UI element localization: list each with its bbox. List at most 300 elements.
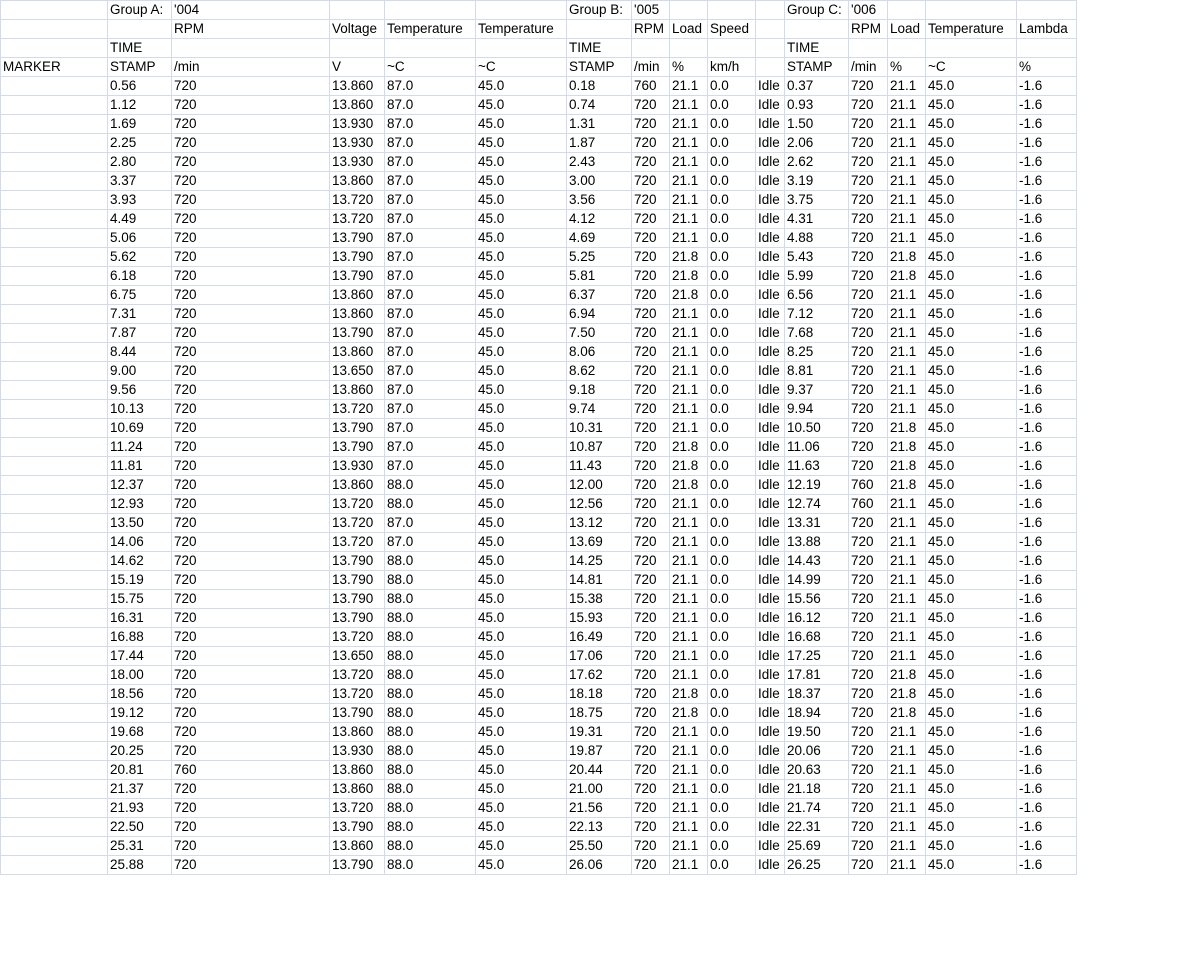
cell[interactable]: 720 [849, 571, 888, 590]
cell[interactable]: 45.0 [926, 248, 1017, 267]
cell[interactable]: 21.1 [670, 552, 708, 571]
cell[interactable]: 88.0 [385, 856, 476, 875]
cell[interactable]: 18.94 [785, 704, 849, 723]
cell[interactable]: 720 [632, 514, 670, 533]
cell[interactable]: 88.0 [385, 742, 476, 761]
cell[interactable]: 45.0 [476, 514, 567, 533]
cell[interactable]: 13.790 [330, 438, 385, 457]
cell[interactable] [1, 134, 108, 153]
cell[interactable]: 45.0 [476, 457, 567, 476]
cell[interactable]: 87.0 [385, 286, 476, 305]
cell[interactable]: 87.0 [385, 115, 476, 134]
cell[interactable]: 45.0 [926, 400, 1017, 419]
cell[interactable]: 720 [849, 647, 888, 666]
cell[interactable]: 13.860 [330, 305, 385, 324]
cell[interactable]: 21.1 [888, 172, 926, 191]
cell[interactable]: -1.6 [1017, 799, 1077, 818]
cell[interactable]: 13.860 [330, 343, 385, 362]
cell[interactable]: 0.0 [708, 647, 756, 666]
cell[interactable]: 0.0 [708, 419, 756, 438]
cell[interactable]: -1.6 [1017, 742, 1077, 761]
cell[interactable]: 13.860 [330, 780, 385, 799]
cell[interactable]: -1.6 [1017, 457, 1077, 476]
cell[interactable]: 21.1 [888, 191, 926, 210]
cell[interactable]: 45.0 [476, 438, 567, 457]
cell[interactable]: 13.790 [330, 856, 385, 875]
cell[interactable]: 25.88 [108, 856, 172, 875]
cell[interactable]: 6.75 [108, 286, 172, 305]
cell[interactable]: 0.0 [708, 457, 756, 476]
cell[interactable]: 45.0 [476, 229, 567, 248]
cell[interactable]: 16.68 [785, 628, 849, 647]
cell[interactable] [1, 856, 108, 875]
cell[interactable]: 13.88 [785, 533, 849, 552]
cell[interactable]: 0.0 [708, 343, 756, 362]
cell[interactable]: 21.1 [670, 400, 708, 419]
cell[interactable]: 21.1 [888, 647, 926, 666]
cell[interactable]: 45.0 [476, 818, 567, 837]
cell[interactable]: 45.0 [476, 666, 567, 685]
cell[interactable] [756, 1, 785, 20]
cell[interactable]: 720 [849, 780, 888, 799]
cell[interactable]: 0.0 [708, 590, 756, 609]
cell[interactable]: 26.06 [567, 856, 632, 875]
cell[interactable]: 45.0 [476, 856, 567, 875]
cell[interactable]: 21.1 [888, 115, 926, 134]
cell[interactable]: 21.1 [670, 837, 708, 856]
cell[interactable] [1, 514, 108, 533]
cell[interactable]: 45.0 [926, 267, 1017, 286]
cell[interactable]: 720 [632, 742, 670, 761]
cell[interactable]: 720 [849, 305, 888, 324]
cell[interactable]: 720 [849, 362, 888, 381]
cell[interactable]: 13.12 [567, 514, 632, 533]
cell[interactable]: Idle [756, 210, 785, 229]
cell[interactable]: 20.25 [108, 742, 172, 761]
cell[interactable]: 14.99 [785, 571, 849, 590]
cell[interactable]: -1.6 [1017, 362, 1077, 381]
cell[interactable]: 45.0 [926, 172, 1017, 191]
cell[interactable] [632, 39, 670, 58]
cell[interactable]: 720 [632, 761, 670, 780]
cell[interactable]: 720 [632, 856, 670, 875]
cell[interactable]: 16.88 [108, 628, 172, 647]
cell[interactable]: 19.50 [785, 723, 849, 742]
cell[interactable]: 21.1 [888, 723, 926, 742]
cell[interactable]: 45.0 [476, 742, 567, 761]
cell[interactable] [1017, 1, 1077, 20]
cell[interactable]: 88.0 [385, 609, 476, 628]
cell[interactable]: 13.790 [330, 609, 385, 628]
cell[interactable]: 87.0 [385, 343, 476, 362]
cell[interactable]: 87.0 [385, 229, 476, 248]
cell[interactable]: 45.0 [926, 362, 1017, 381]
cell[interactable]: 17.44 [108, 647, 172, 666]
cell[interactable] [1, 20, 108, 39]
cell[interactable]: 720 [172, 267, 330, 286]
cell[interactable]: 45.0 [476, 590, 567, 609]
cell[interactable]: 0.37 [785, 77, 849, 96]
cell[interactable]: 13.790 [330, 818, 385, 837]
cell[interactable]: 88.0 [385, 647, 476, 666]
cell[interactable]: 45.0 [476, 723, 567, 742]
cell[interactable] [1, 400, 108, 419]
cell[interactable]: 720 [172, 153, 330, 172]
cell[interactable]: 3.00 [567, 172, 632, 191]
cell[interactable]: -1.6 [1017, 96, 1077, 115]
cell[interactable]: 13.720 [330, 533, 385, 552]
cell[interactable]: 720 [172, 381, 330, 400]
cell[interactable]: 88.0 [385, 628, 476, 647]
cell[interactable]: 45.0 [926, 761, 1017, 780]
cell[interactable]: 720 [632, 818, 670, 837]
cell[interactable]: 5.43 [785, 248, 849, 267]
cell[interactable]: 0.0 [708, 856, 756, 875]
cell[interactable]: 720 [172, 723, 330, 742]
cell[interactable]: V [330, 58, 385, 77]
cell[interactable]: 21.56 [567, 799, 632, 818]
cell[interactable]: 13.860 [330, 286, 385, 305]
cell[interactable]: 720 [632, 96, 670, 115]
cell[interactable]: 45.0 [926, 609, 1017, 628]
cell[interactable]: 10.50 [785, 419, 849, 438]
cell[interactable]: 720 [172, 799, 330, 818]
cell[interactable]: 0.0 [708, 628, 756, 647]
cell[interactable]: 720 [172, 837, 330, 856]
cell[interactable] [1, 191, 108, 210]
cell[interactable]: 87.0 [385, 210, 476, 229]
cell[interactable]: 0.0 [708, 837, 756, 856]
cell[interactable]: 720 [849, 153, 888, 172]
cell[interactable]: 760 [172, 761, 330, 780]
cell[interactable]: 720 [849, 666, 888, 685]
cell[interactable]: 21.1 [670, 134, 708, 153]
cell[interactable] [1, 723, 108, 742]
cell[interactable] [1, 115, 108, 134]
cell[interactable]: 720 [849, 609, 888, 628]
cell[interactable]: 45.0 [476, 324, 567, 343]
cell[interactable] [1, 571, 108, 590]
cell[interactable]: 20.81 [108, 761, 172, 780]
cell[interactable]: Voltage [330, 20, 385, 39]
cell[interactable]: 21.1 [670, 571, 708, 590]
cell[interactable]: 21.1 [888, 628, 926, 647]
cell[interactable]: -1.6 [1017, 761, 1077, 780]
cell[interactable]: 88.0 [385, 818, 476, 837]
cell[interactable]: 3.56 [567, 191, 632, 210]
cell[interactable]: 8.25 [785, 343, 849, 362]
cell[interactable] [756, 39, 785, 58]
cell[interactable]: 0.0 [708, 552, 756, 571]
cell[interactable]: 20.63 [785, 761, 849, 780]
cell[interactable]: 0.0 [708, 533, 756, 552]
cell[interactable]: 720 [172, 685, 330, 704]
cell[interactable]: Idle [756, 723, 785, 742]
cell[interactable]: ~C [385, 58, 476, 77]
cell[interactable]: 720 [849, 533, 888, 552]
cell[interactable]: 15.75 [108, 590, 172, 609]
cell[interactable]: 21.1 [670, 229, 708, 248]
cell[interactable]: 45.0 [476, 837, 567, 856]
cell[interactable]: 45.0 [476, 400, 567, 419]
cell[interactable]: 17.81 [785, 666, 849, 685]
cell[interactable]: 0.0 [708, 514, 756, 533]
cell[interactable]: 720 [172, 704, 330, 723]
cell[interactable]: 0.0 [708, 571, 756, 590]
cell[interactable]: 10.69 [108, 419, 172, 438]
cell[interactable]: 45.0 [476, 362, 567, 381]
cell[interactable]: 720 [632, 248, 670, 267]
cell[interactable]: 720 [849, 400, 888, 419]
cell[interactable]: 720 [172, 286, 330, 305]
cell[interactable]: 2.43 [567, 153, 632, 172]
cell[interactable]: Lambda [1017, 20, 1077, 39]
cell[interactable]: 45.0 [926, 628, 1017, 647]
cell[interactable] [670, 1, 708, 20]
cell[interactable]: 9.56 [108, 381, 172, 400]
cell[interactable]: 87.0 [385, 533, 476, 552]
cell[interactable]: 21.1 [670, 761, 708, 780]
cell[interactable]: Idle [756, 552, 785, 571]
cell[interactable]: 12.37 [108, 476, 172, 495]
cell[interactable]: 13.31 [785, 514, 849, 533]
cell[interactable]: 21.93 [108, 799, 172, 818]
cell[interactable] [1, 742, 108, 761]
cell[interactable]: 0.0 [708, 704, 756, 723]
cell[interactable]: 13.790 [330, 324, 385, 343]
cell[interactable]: 10.87 [567, 438, 632, 457]
cell[interactable]: -1.6 [1017, 818, 1077, 837]
cell[interactable]: 10.13 [108, 400, 172, 419]
cell[interactable]: -1.6 [1017, 495, 1077, 514]
cell[interactable]: 45.0 [476, 172, 567, 191]
cell[interactable]: 0.0 [708, 229, 756, 248]
cell[interactable]: -1.6 [1017, 77, 1077, 96]
cell[interactable] [1, 818, 108, 837]
cell[interactable]: 720 [632, 381, 670, 400]
cell[interactable]: Idle [756, 514, 785, 533]
cell[interactable]: 45.0 [926, 115, 1017, 134]
cell[interactable]: 3.75 [785, 191, 849, 210]
cell[interactable] [1, 666, 108, 685]
cell[interactable]: 16.49 [567, 628, 632, 647]
cell[interactable]: 0.0 [708, 495, 756, 514]
cell[interactable]: 720 [632, 647, 670, 666]
cell[interactable]: 21.1 [670, 210, 708, 229]
cell[interactable]: 45.0 [926, 647, 1017, 666]
cell[interactable]: 720 [632, 609, 670, 628]
cell[interactable]: 21.1 [888, 837, 926, 856]
cell[interactable]: 18.56 [108, 685, 172, 704]
cell[interactable]: Idle [756, 818, 785, 837]
cell[interactable]: 21.8 [888, 666, 926, 685]
cell[interactable]: 5.06 [108, 229, 172, 248]
cell[interactable]: 13.930 [330, 457, 385, 476]
cell[interactable] [1, 229, 108, 248]
cell[interactable]: 720 [849, 723, 888, 742]
cell[interactable]: Idle [756, 286, 785, 305]
cell[interactable] [1, 248, 108, 267]
cell[interactable]: 720 [632, 438, 670, 457]
cell[interactable]: Idle [756, 248, 785, 267]
cell[interactable]: 720 [849, 818, 888, 837]
cell[interactable]: 8.62 [567, 362, 632, 381]
cell[interactable]: 2.06 [785, 134, 849, 153]
cell[interactable]: 720 [172, 343, 330, 362]
cell[interactable]: 45.0 [926, 286, 1017, 305]
cell[interactable]: 21.1 [670, 742, 708, 761]
cell[interactable] [567, 20, 632, 39]
cell[interactable]: % [670, 58, 708, 77]
cell[interactable]: 6.56 [785, 286, 849, 305]
cell[interactable]: 720 [849, 552, 888, 571]
cell[interactable]: -1.6 [1017, 590, 1077, 609]
cell[interactable]: 45.0 [926, 514, 1017, 533]
cell[interactable]: 26.25 [785, 856, 849, 875]
cell[interactable]: 720 [172, 324, 330, 343]
cell[interactable]: 13.720 [330, 514, 385, 533]
cell[interactable] [1, 96, 108, 115]
cell[interactable] [476, 39, 567, 58]
cell[interactable]: Idle [756, 419, 785, 438]
cell[interactable]: 45.0 [926, 666, 1017, 685]
cell[interactable]: 45.0 [926, 552, 1017, 571]
cell[interactable]: 21.74 [785, 799, 849, 818]
cell[interactable]: 45.0 [926, 229, 1017, 248]
cell[interactable]: 45.0 [926, 324, 1017, 343]
cell[interactable]: 13.650 [330, 362, 385, 381]
cell[interactable]: 17.06 [567, 647, 632, 666]
cell[interactable]: 87.0 [385, 134, 476, 153]
cell[interactable]: Idle [756, 267, 785, 286]
cell[interactable]: 45.0 [476, 552, 567, 571]
cell[interactable]: 720 [849, 286, 888, 305]
cell[interactable]: 0.0 [708, 666, 756, 685]
cell[interactable]: 0.0 [708, 77, 756, 96]
cell[interactable] [1, 628, 108, 647]
cell[interactable]: 21.8 [888, 248, 926, 267]
cell[interactable] [1, 647, 108, 666]
cell[interactable]: 720 [172, 77, 330, 96]
cell[interactable]: Idle [756, 742, 785, 761]
cell[interactable]: 720 [849, 381, 888, 400]
cell[interactable]: 21.37 [108, 780, 172, 799]
cell[interactable]: RPM [632, 20, 670, 39]
cell[interactable]: 21.1 [670, 856, 708, 875]
cell[interactable] [385, 39, 476, 58]
cell[interactable]: 0.0 [708, 818, 756, 837]
cell[interactable]: 720 [849, 438, 888, 457]
cell[interactable]: 15.56 [785, 590, 849, 609]
cell[interactable]: 45.0 [476, 210, 567, 229]
cell[interactable]: 21.1 [888, 229, 926, 248]
cell[interactable]: 45.0 [476, 495, 567, 514]
cell[interactable] [330, 1, 385, 20]
cell[interactable] [670, 39, 708, 58]
cell[interactable]: 720 [172, 96, 330, 115]
cell[interactable]: 14.25 [567, 552, 632, 571]
cell[interactable]: 45.0 [476, 685, 567, 704]
cell[interactable]: 720 [632, 723, 670, 742]
cell[interactable]: 0.0 [708, 400, 756, 419]
cell[interactable]: 720 [172, 172, 330, 191]
cell[interactable]: 4.31 [785, 210, 849, 229]
cell[interactable]: 45.0 [926, 210, 1017, 229]
cell[interactable]: 15.38 [567, 590, 632, 609]
cell[interactable]: Idle [756, 400, 785, 419]
cell[interactable]: 720 [172, 248, 330, 267]
cell[interactable]: 25.31 [108, 837, 172, 856]
cell[interactable]: 45.0 [926, 191, 1017, 210]
cell[interactable]: 720 [849, 590, 888, 609]
cell[interactable]: 45.0 [476, 77, 567, 96]
cell[interactable]: 0.0 [708, 134, 756, 153]
cell[interactable]: 1.12 [108, 96, 172, 115]
cell[interactable]: Idle [756, 837, 785, 856]
cell[interactable]: -1.6 [1017, 153, 1077, 172]
cell[interactable]: Idle [756, 305, 785, 324]
cell[interactable]: Idle [756, 457, 785, 476]
cell[interactable]: 21.1 [888, 533, 926, 552]
cell[interactable]: 720 [172, 628, 330, 647]
cell[interactable]: Idle [756, 761, 785, 780]
cell[interactable]: 720 [849, 267, 888, 286]
cell[interactable]: 12.19 [785, 476, 849, 495]
cell[interactable]: 720 [849, 419, 888, 438]
cell[interactable]: 21.8 [670, 704, 708, 723]
cell[interactable]: 720 [172, 305, 330, 324]
cell[interactable]: 13.720 [330, 666, 385, 685]
cell[interactable]: 25.69 [785, 837, 849, 856]
cell[interactable]: 45.0 [926, 457, 1017, 476]
cell[interactable]: km/h [708, 58, 756, 77]
cell[interactable]: 0.0 [708, 799, 756, 818]
cell[interactable]: 13.860 [330, 761, 385, 780]
cell[interactable]: 21.1 [888, 343, 926, 362]
cell[interactable]: 45.0 [926, 343, 1017, 362]
cell[interactable]: 720 [172, 571, 330, 590]
cell[interactable]: 720 [172, 362, 330, 381]
cell[interactable]: 3.37 [108, 172, 172, 191]
cell[interactable]: 720 [632, 799, 670, 818]
cell[interactable]: 720 [172, 552, 330, 571]
cell[interactable] [1, 1, 108, 20]
cell[interactable]: 720 [632, 229, 670, 248]
cell[interactable]: 21.1 [670, 324, 708, 343]
cell[interactable] [926, 1, 1017, 20]
cell[interactable] [1, 267, 108, 286]
cell[interactable]: 45.0 [926, 780, 1017, 799]
cell[interactable]: 13.790 [330, 552, 385, 571]
cell[interactable]: 88.0 [385, 666, 476, 685]
cell[interactable]: 21.1 [888, 286, 926, 305]
cell[interactable]: 14.06 [108, 533, 172, 552]
cell[interactable]: 18.18 [567, 685, 632, 704]
cell[interactable]: 45.0 [926, 704, 1017, 723]
cell[interactable]: /min [849, 58, 888, 77]
cell[interactable]: 720 [632, 571, 670, 590]
cell[interactable]: 0.0 [708, 362, 756, 381]
cell[interactable]: 720 [849, 628, 888, 647]
cell[interactable]: Idle [756, 590, 785, 609]
cell[interactable]: 720 [849, 685, 888, 704]
cell[interactable]: 19.12 [108, 704, 172, 723]
cell[interactable]: -1.6 [1017, 685, 1077, 704]
cell[interactable]: Idle [756, 77, 785, 96]
cell[interactable]: 2.80 [108, 153, 172, 172]
cell[interactable]: 720 [632, 362, 670, 381]
cell[interactable]: 7.31 [108, 305, 172, 324]
